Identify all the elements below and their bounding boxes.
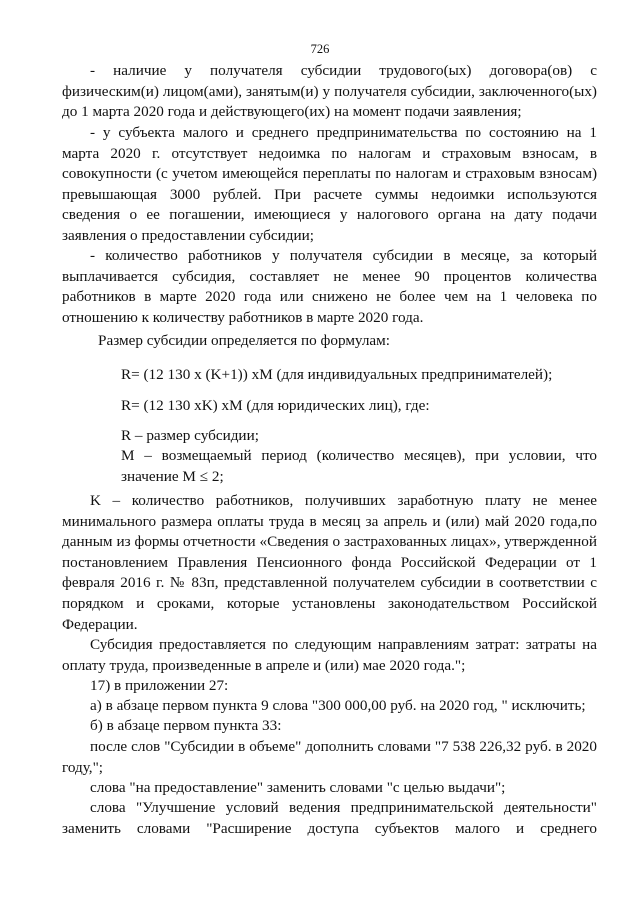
text-line: K – количество работников, получивших заработную плату не менее <box>90 492 597 509</box>
text-line: совокупности (с учетом имеющейся переплаты по налогам и страховым взносам) <box>62 165 597 183</box>
text-line: превышающая 3000 рублей. При расчете суммы недоимки используются <box>62 185 597 203</box>
text-line: заменить словами "Расширение доступа субъектов малого и среднего <box>62 819 597 837</box>
formula-individual <box>121 365 597 386</box>
text-line: постановлением Правления Пенсионного фонда Российской Федерации от 1 <box>62 553 597 571</box>
paragraph-employee-count <box>62 246 597 328</box>
text-line: Федерации. <box>62 615 138 633</box>
paragraph-replace-provision <box>90 778 597 799</box>
formula-intro <box>98 331 597 352</box>
text-line: Субсидия предоставляется по следующим направлениям затрат: затраты на <box>90 636 597 653</box>
text-line: а) в абзаце первом пункта 9 слова "300 000,00 руб. на 2020 год, " исключить; <box>90 697 586 714</box>
paragraph-subsidy-directions <box>62 635 597 676</box>
text-line: марта 2020 г. отсутствует недоимка по налогам и страховым взносам, в <box>62 144 597 162</box>
page-number: 726 <box>310 42 330 56</box>
text-line: М – возмещаемый период (количество месяцев), при условии, что <box>121 447 597 464</box>
text-line: минимального размера оплаты труда в месяц за апрель и (или) май 2020 года,по <box>62 512 597 530</box>
text-line: слова "Улучшение условий ведения предпринимательской деятельности" <box>90 799 597 816</box>
definition-r <box>121 426 597 447</box>
formula-legal <box>121 396 597 417</box>
definition-m <box>121 446 597 487</box>
text-line: R – размер субсидии; <box>121 427 259 444</box>
text-line: R= (12 130 х (K+1)) хM (для индивидуальных предпринимателей); <box>121 366 553 383</box>
item-17a <box>90 696 597 717</box>
text-line: - у субъекта малого и среднего предпринимательства по состоянию на 1 <box>90 124 597 141</box>
text-line: сведения о ее погашении, имеющиеся у налогового органа на дату подачи <box>62 206 597 224</box>
paragraph-replace-improvement <box>62 798 597 839</box>
text-line: - наличие у получателя субсидии трудового(ых) договора(ов) с <box>90 62 597 79</box>
text-line: после слов "Субсидии в объеме" дополнить словами "7 538 226,32 руб. в 2020 <box>90 738 597 755</box>
paragraph-tax-arrears <box>62 123 597 247</box>
text-line: работников в марте 2020 года или снижено не более чем на 1 человека по <box>62 288 597 306</box>
text-line: оплату труда, произведенные в апреле и (или) мае 2020 года."; <box>62 656 466 674</box>
text-line: физическим(и) лицом(ами), занятым(и) у получателя субсидии, заключенного(ых) <box>62 82 597 100</box>
text-line: до 1 марта 2020 года и действующего(их) на момент подачи заявления; <box>62 103 522 121</box>
text-line: слова "на предоставление" заменить словами "с целью выдачи"; <box>90 779 506 796</box>
text-line: году,"; <box>62 758 104 776</box>
text-line: отношению к количеству работников в марте 2020 года. <box>62 308 424 326</box>
item-17 <box>90 676 597 697</box>
text-line: февраля 2016 г. № 83п, представленной получателем субсидии в соответствии с <box>62 574 597 592</box>
item-17b <box>90 716 597 737</box>
text-line: порядком и сроками, которые установлены законодательством Российской <box>62 594 597 612</box>
paragraph-after-words <box>62 737 597 778</box>
text-line: заявления о предоставлении субсидии; <box>62 226 314 244</box>
text-line: значение M ≤ 2; <box>121 467 224 485</box>
text-line: данным из формы отчетности «Сведения о застрахованных лицах», утвержденной <box>62 533 597 551</box>
text-line: R= (12 130 хK) хM (для юридических лиц), где: <box>121 397 430 414</box>
text-line: 17) в приложении 27: <box>90 677 229 694</box>
text-line: б) в абзаце первом пункта 33: <box>90 717 282 734</box>
text-line: - количество работников у получателя субсидии в месяце, за который <box>90 247 597 264</box>
text-line: выплачивается субсидия, составляет не менее 90 процентов количества <box>62 267 597 285</box>
text-line: Размер субсидии определяется по формулам: <box>98 332 391 349</box>
definition-k <box>62 491 597 635</box>
paragraph-employment-contract <box>62 61 597 123</box>
